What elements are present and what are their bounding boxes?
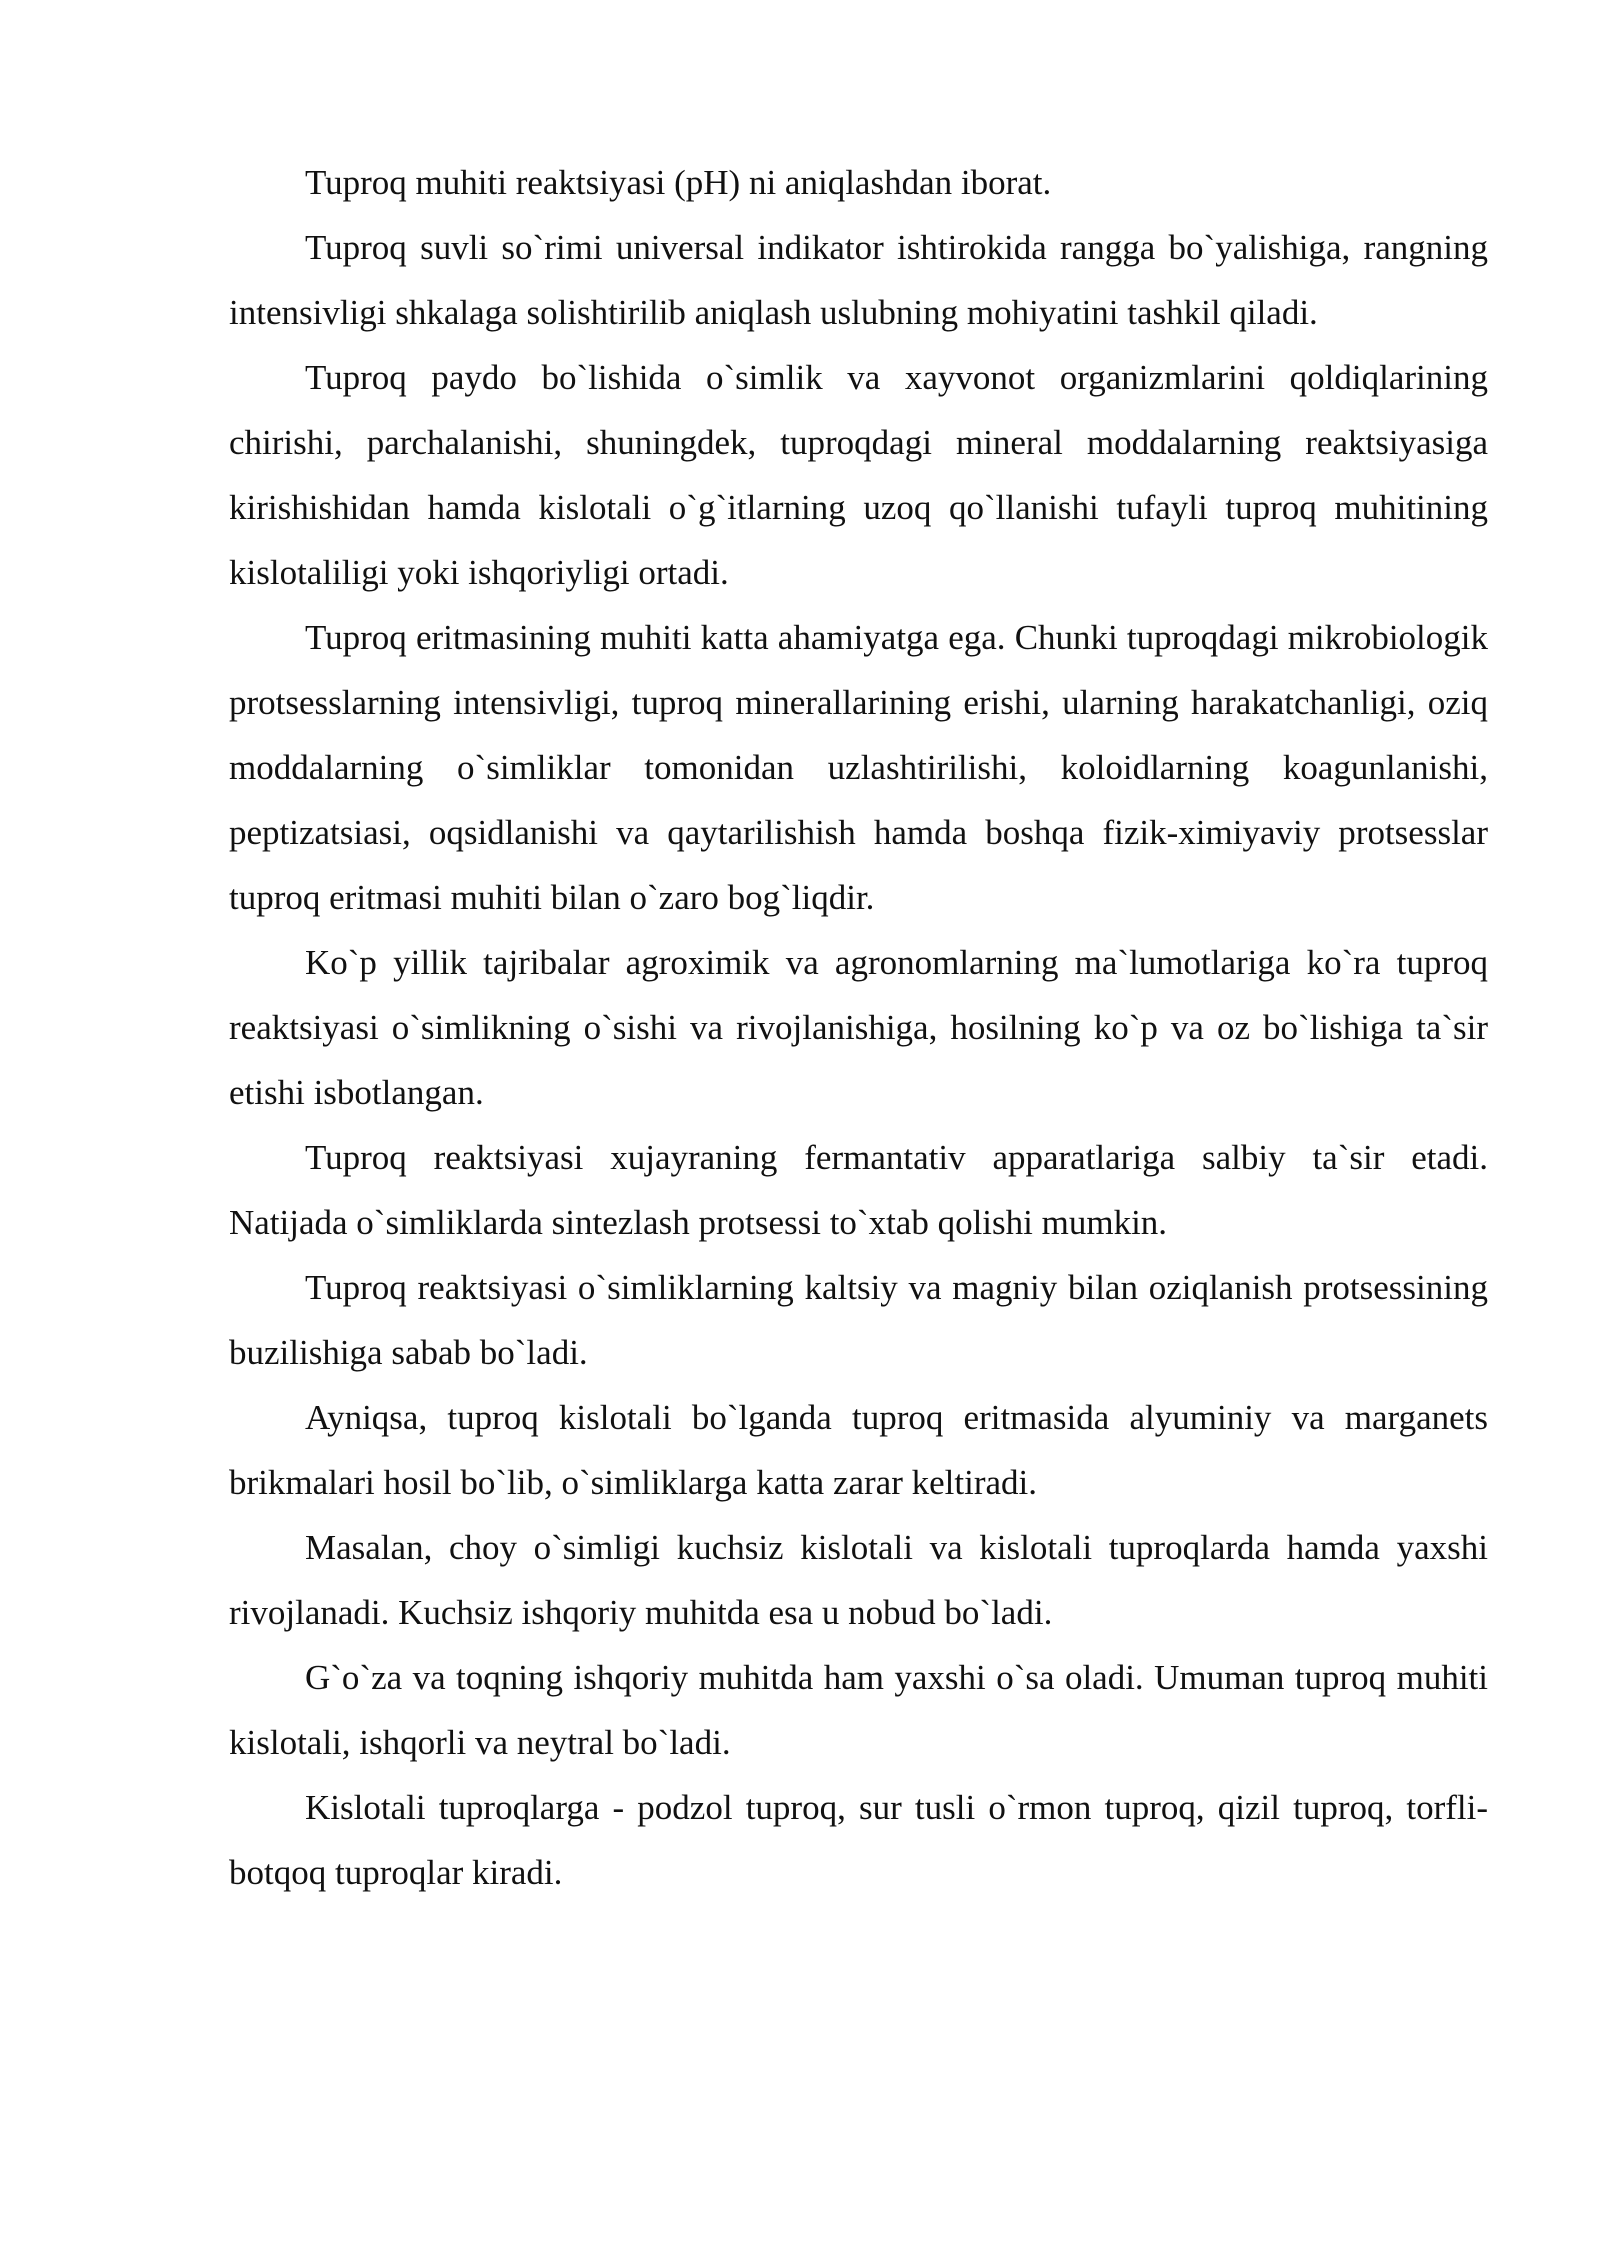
paragraph-7: Tuproq reaktsiyasi o`simliklarning kaltsiy va magniy bilan oziqlanish protsessining buzilishiga sabab bo`ladi. xyxy=(229,1268,1488,1372)
body-text xyxy=(229,150,1488,1905)
paragraph-2: Tuproq suvli so`rimi universal indikator ishtirokida rangga bo`yalishiga, rangning intensivligi shkalaga solishtirilib aniqlash uslubning mohiyatini tashkil qiladi. xyxy=(229,228,1488,332)
paragraph-11: Kislotali tuproqlarga - podzol tuproq, sur tusli o`rmon tuproq, qizil tuproq, torfli-botqoq tuproqlar kiradi. xyxy=(229,1788,1488,1892)
paragraph-5: Ko`p yillik tajribalar agroximik va agronomlarning ma`lumotlariga ko`ra tuproq reaktsiyasi o`simlikning o`sishi va rivojlanishiga, hosilning ko`p va oz bo`lishiga ta`sir etishi isbotlangan. xyxy=(229,943,1488,1112)
paragraph-4: Tuproq eritmasining muhiti katta ahamiyatga ega. Chunki tuproqdagi mikrobiologik protsesslarning intensivligi, tuproq minerallarining erishi, ularning harakatchanligi, oziq moddalarning o`simliklar tomonidan uzlashtirilishi, koloidlarning koagunlanishi, peptizatsiasi, oqsidlanishi va qaytarilishish hamda boshqa fizik-ximiyaviy protsesslar tuproq eritmasi muhiti bilan o`zaro bog`liqdir. xyxy=(229,618,1488,917)
paragraph-1: Tuproq muhiti reaktsiyasi (pH) ni aniqlashdan iborat. xyxy=(305,163,1052,202)
paragraph-9: Masalan, choy o`simligi kuchsiz kislotali va kislotali tuproqlarda hamda yaxshi rivojlanadi. Kuchsiz ishqoriy muhitda esa u nobud bo`ladi. xyxy=(229,1528,1488,1632)
paragraph-8: Ayniqsa, tuproq kislotali bo`lganda tuproq eritmasida alyuminiy va marganets brikmalari hosil bo`lib, o`simliklarga katta zarar keltiradi. xyxy=(229,1398,1488,1502)
paragraph-10: G`o`za va toqning ishqoriy muhitda ham yaxshi o`sa oladi. Umuman tuproq muhiti kislotali, ishqorli va neytral bo`ladi. xyxy=(229,1658,1488,1762)
paragraph-6: Tuproq reaktsiyasi xujayraning fermantativ apparatlariga salbiy ta`sir etadi. Natijada o`simliklarda sintezlash protsessi to`xtab qolishi mumkin. xyxy=(229,1138,1488,1242)
paragraph-3: Tuproq paydo bo`lishida o`simlik va xayvonot organizmlarini qoldiqlarining chirishi, parchalanishi, shuningdek, tuproqdagi mineral moddalarning reaktsiyasiga kirishishidan hamda kislotali o`g`itlarning uzoq qo`llanishi tufayli tuproq muhitining kislotaliligi yoki ishqoriyligi ortadi. xyxy=(229,358,1488,592)
